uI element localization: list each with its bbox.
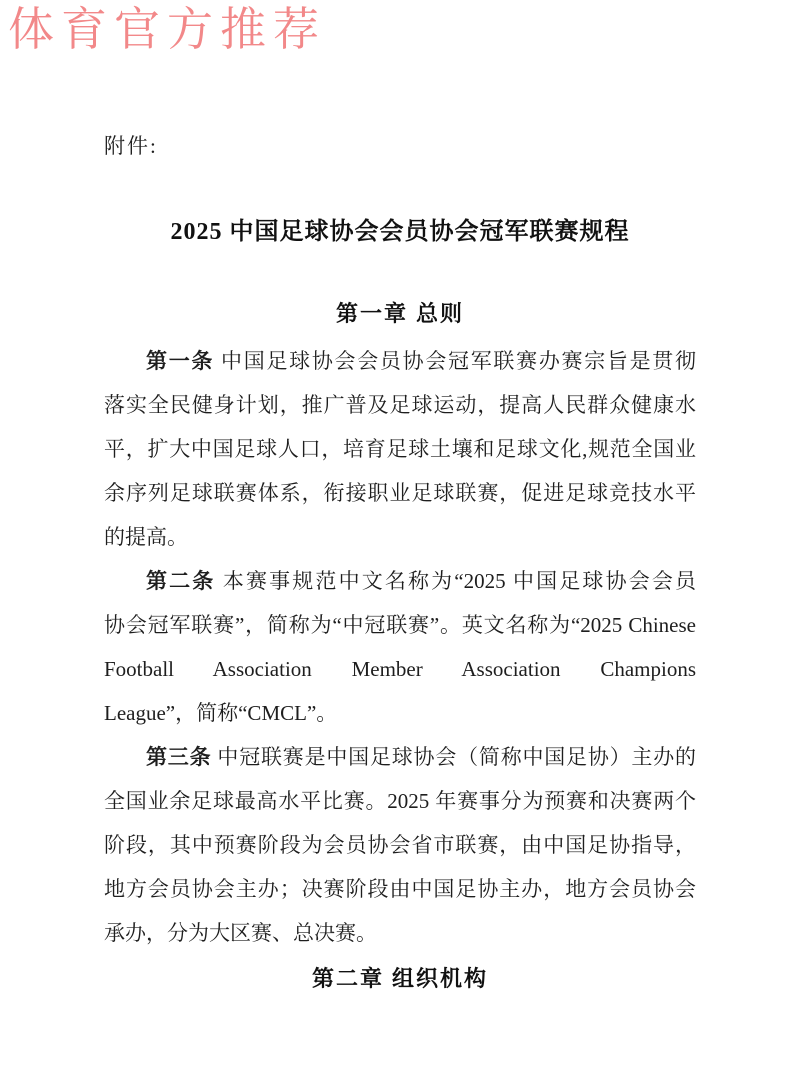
article-1-line-4: 余序列足球联赛体系，衔接职业足球联赛，促进足球竞技水平 xyxy=(104,481,696,505)
attachment-label: 附件: xyxy=(104,134,158,158)
article-3-label: 第三条 xyxy=(146,745,212,769)
article-3-line-2: 全国业余足球最高水平比赛。2025 年赛事分为预赛和决赛两个 xyxy=(104,789,696,813)
article-1-line-3: 平，扩大中国足球人口，培育足球土壤和足球文化,规范全国业 xyxy=(104,437,696,461)
article-2-line-1-text: 本赛事规范中文名称为“2025 中国足球协会会员 xyxy=(222,569,697,593)
chapter-2-heading: 第二章 组织机构 xyxy=(311,966,489,991)
article-3-line-5: 承办，分为大区赛、总决赛。 xyxy=(104,921,377,945)
article-2-line-3: Football Association Member Association Champions xyxy=(104,657,696,681)
article-1-line-1 xyxy=(104,339,696,383)
article-1-label: 第一条 xyxy=(146,349,215,373)
article-3-line-4: 地方会员协会主办；决赛阶段由中国足协主办，地方会员协会 xyxy=(104,877,696,901)
article-3-line-3: 阶段，其中预赛阶段为会员协会省市联赛，由中国足协指导， xyxy=(104,833,696,857)
article-3-line-1-text: 中冠联赛是中国足球协会（简称中国足协）主办的 xyxy=(217,745,697,769)
document-body xyxy=(104,339,696,955)
article-3-line-1 xyxy=(104,735,696,779)
article-2-line-1 xyxy=(104,559,696,603)
document-title: 2025 中国足球协会会员协会冠军联赛规程 xyxy=(170,219,630,245)
watermark-text: 体育官方推荐 xyxy=(8,4,326,55)
article-1-line-2: 落实全民健身计划，推广普及足球运动，提高人民群众健康水 xyxy=(104,393,696,417)
article-2-line-2: 协会冠军联赛”，简称为“中冠联赛”。英文名称为“2025 Chinese xyxy=(104,613,696,637)
article-2-line-4: League”，简称“CMCL”。 xyxy=(104,701,338,725)
article-2-label: 第二条 xyxy=(146,569,216,593)
article-1-line-1-text: 中国足球协会会员协会冠军联赛办赛宗旨是贯彻 xyxy=(221,349,697,373)
chapter-1-heading: 第一章 总则 xyxy=(335,301,465,326)
article-1-line-5: 的提高。 xyxy=(104,525,188,549)
